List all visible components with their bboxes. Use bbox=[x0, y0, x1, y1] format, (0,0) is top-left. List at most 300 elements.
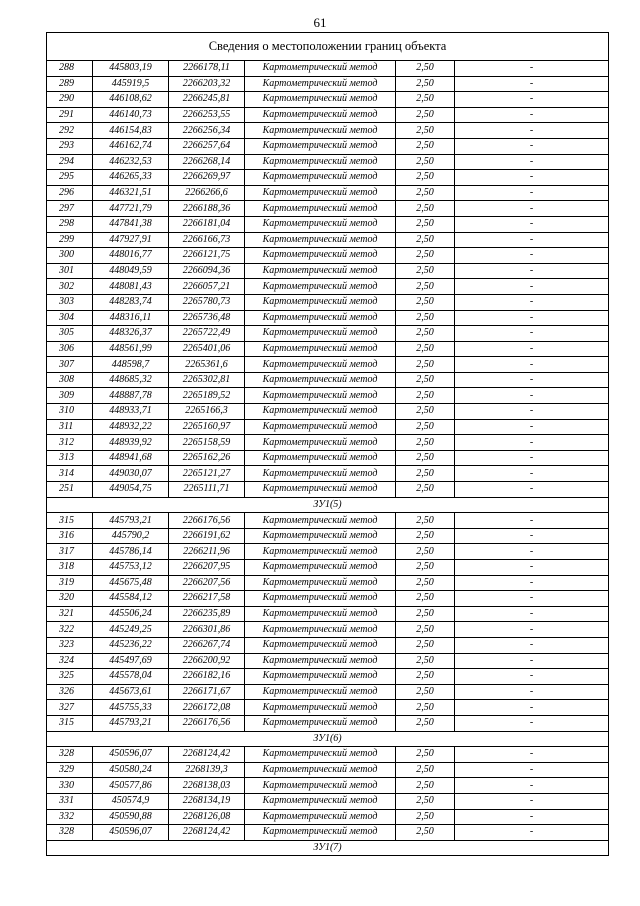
table-row bbox=[47, 294, 609, 310]
y-coordinate-cell: 2265166,3 bbox=[169, 404, 245, 420]
x-coordinate-cell: 445249,25 bbox=[93, 622, 169, 638]
method-cell: Картометрический метод bbox=[245, 185, 396, 201]
y-coordinate-cell: 2268126,08 bbox=[169, 809, 245, 825]
method-cell: Картометрический метод bbox=[245, 326, 396, 342]
description-cell: - bbox=[455, 482, 609, 498]
accuracy-cell: 2,50 bbox=[396, 466, 455, 482]
point-number-cell: 311 bbox=[47, 419, 93, 435]
x-coordinate-cell: 448685,32 bbox=[93, 372, 169, 388]
table-row bbox=[47, 279, 609, 295]
method-cell: Картометрический метод bbox=[245, 216, 396, 232]
accuracy-cell: 2,50 bbox=[396, 450, 455, 466]
method-cell: Картометрический метод bbox=[245, 263, 396, 279]
x-coordinate-cell: 446232,53 bbox=[93, 154, 169, 170]
point-number-cell: 297 bbox=[47, 201, 93, 217]
method-cell: Картометрический метод bbox=[245, 294, 396, 310]
method-cell: Картометрический метод bbox=[245, 248, 396, 264]
accuracy-cell: 2,50 bbox=[396, 123, 455, 139]
x-coordinate-cell: 447927,91 bbox=[93, 232, 169, 248]
accuracy-cell: 2,50 bbox=[396, 263, 455, 279]
description-cell: - bbox=[455, 123, 609, 139]
method-cell: Картометрический метод bbox=[245, 793, 396, 809]
point-number-cell: 289 bbox=[47, 76, 93, 92]
accuracy-cell: 2,50 bbox=[396, 669, 455, 685]
accuracy-cell: 2,50 bbox=[396, 138, 455, 154]
description-cell: - bbox=[455, 606, 609, 622]
table-row bbox=[47, 715, 609, 731]
description-cell: - bbox=[455, 809, 609, 825]
point-number-cell: 312 bbox=[47, 435, 93, 451]
x-coordinate-cell: 447721,79 bbox=[93, 201, 169, 217]
point-number-cell: 318 bbox=[47, 560, 93, 576]
x-coordinate-cell: 445584,12 bbox=[93, 591, 169, 607]
accuracy-cell: 2,50 bbox=[396, 76, 455, 92]
accuracy-cell: 2,50 bbox=[396, 700, 455, 716]
description-cell: - bbox=[455, 591, 609, 607]
point-number-cell: 293 bbox=[47, 138, 93, 154]
x-coordinate-cell: 446162,74 bbox=[93, 138, 169, 154]
method-cell: Картометрический метод bbox=[245, 154, 396, 170]
x-coordinate-cell: 450590,88 bbox=[93, 809, 169, 825]
method-cell: Картометрический метод bbox=[245, 435, 396, 451]
method-cell: Картометрический метод bbox=[245, 232, 396, 248]
x-coordinate-cell: 448081,43 bbox=[93, 279, 169, 295]
y-coordinate-cell: 2265189,52 bbox=[169, 388, 245, 404]
method-cell: Картометрический метод bbox=[245, 513, 396, 529]
description-cell: - bbox=[455, 357, 609, 373]
method-cell: Картометрический метод bbox=[245, 591, 396, 607]
description-cell: - bbox=[455, 92, 609, 108]
method-cell: Картометрический метод bbox=[245, 528, 396, 544]
description-cell: - bbox=[455, 575, 609, 591]
method-cell: Картометрический метод bbox=[245, 357, 396, 373]
accuracy-cell: 2,50 bbox=[396, 419, 455, 435]
y-coordinate-cell: 2266207,56 bbox=[169, 575, 245, 591]
y-coordinate-cell: 2266235,89 bbox=[169, 606, 245, 622]
accuracy-cell: 2,50 bbox=[396, 326, 455, 342]
x-coordinate-cell: 445578,04 bbox=[93, 669, 169, 685]
y-coordinate-cell: 2268139,3 bbox=[169, 762, 245, 778]
boundary-coordinates-table bbox=[46, 32, 609, 856]
description-cell: - bbox=[455, 248, 609, 264]
method-cell: Картометрический метод bbox=[245, 575, 396, 591]
description-cell: - bbox=[455, 637, 609, 653]
method-cell: Картометрический метод bbox=[245, 138, 396, 154]
accuracy-cell: 2,50 bbox=[396, 544, 455, 560]
description-cell: - bbox=[455, 76, 609, 92]
point-number-cell: 308 bbox=[47, 372, 93, 388]
y-coordinate-cell: 2266172,08 bbox=[169, 700, 245, 716]
accuracy-cell: 2,50 bbox=[396, 825, 455, 841]
description-cell: - bbox=[455, 279, 609, 295]
point-number-cell: 301 bbox=[47, 263, 93, 279]
y-coordinate-cell: 2265160,97 bbox=[169, 419, 245, 435]
accuracy-cell: 2,50 bbox=[396, 185, 455, 201]
x-coordinate-cell: 445673,61 bbox=[93, 684, 169, 700]
accuracy-cell: 2,50 bbox=[396, 61, 455, 77]
table-row bbox=[47, 762, 609, 778]
description-cell: - bbox=[455, 107, 609, 123]
description-cell: - bbox=[455, 466, 609, 482]
description-cell: - bbox=[455, 388, 609, 404]
x-coordinate-cell: 448049,59 bbox=[93, 263, 169, 279]
x-coordinate-cell: 445236,22 bbox=[93, 637, 169, 653]
point-number-cell: 321 bbox=[47, 606, 93, 622]
table-row bbox=[47, 419, 609, 435]
y-coordinate-cell: 2268138,03 bbox=[169, 778, 245, 794]
point-number-cell: 291 bbox=[47, 107, 93, 123]
method-cell: Картометрический метод bbox=[245, 92, 396, 108]
accuracy-cell: 2,50 bbox=[396, 528, 455, 544]
table-row bbox=[47, 450, 609, 466]
accuracy-cell: 2,50 bbox=[396, 154, 455, 170]
table-row bbox=[47, 61, 609, 77]
y-coordinate-cell: 2266253,55 bbox=[169, 107, 245, 123]
x-coordinate-cell: 450596,07 bbox=[93, 747, 169, 763]
y-coordinate-cell: 2266203,32 bbox=[169, 76, 245, 92]
y-coordinate-cell: 2266257,64 bbox=[169, 138, 245, 154]
section-header-row bbox=[47, 840, 609, 856]
point-number-cell: 326 bbox=[47, 684, 93, 700]
method-cell: Картометрический метод bbox=[245, 466, 396, 482]
accuracy-cell: 2,50 bbox=[396, 341, 455, 357]
method-cell: Картометрический метод bbox=[245, 341, 396, 357]
point-number-cell: 314 bbox=[47, 466, 93, 482]
table-row bbox=[47, 326, 609, 342]
point-number-cell: 309 bbox=[47, 388, 93, 404]
table-row bbox=[47, 684, 609, 700]
table-row bbox=[47, 778, 609, 794]
point-number-cell: 332 bbox=[47, 809, 93, 825]
table-row bbox=[47, 466, 609, 482]
y-coordinate-cell: 2266200,92 bbox=[169, 653, 245, 669]
point-number-cell: 295 bbox=[47, 170, 93, 186]
section-label: ЗУ1(7) bbox=[47, 840, 609, 856]
method-cell: Картометрический метод bbox=[245, 825, 396, 841]
table-row bbox=[47, 435, 609, 451]
x-coordinate-cell: 448932,22 bbox=[93, 419, 169, 435]
point-number-cell: 310 bbox=[47, 404, 93, 420]
x-coordinate-cell: 447841,38 bbox=[93, 216, 169, 232]
x-coordinate-cell: 450574,9 bbox=[93, 793, 169, 809]
description-cell: - bbox=[455, 372, 609, 388]
y-coordinate-cell: 2266188,36 bbox=[169, 201, 245, 217]
method-cell: Картометрический метод bbox=[245, 76, 396, 92]
accuracy-cell: 2,50 bbox=[396, 201, 455, 217]
accuracy-cell: 2,50 bbox=[396, 560, 455, 576]
x-coordinate-cell: 446265,33 bbox=[93, 170, 169, 186]
point-number-cell: 307 bbox=[47, 357, 93, 373]
y-coordinate-cell: 2266269,97 bbox=[169, 170, 245, 186]
table-row bbox=[47, 482, 609, 498]
x-coordinate-cell: 446108,62 bbox=[93, 92, 169, 108]
accuracy-cell: 2,50 bbox=[396, 388, 455, 404]
y-coordinate-cell: 2266057,21 bbox=[169, 279, 245, 295]
point-number-cell: 251 bbox=[47, 482, 93, 498]
x-coordinate-cell: 450577,86 bbox=[93, 778, 169, 794]
table-title: Сведения о местоположении границ объекта bbox=[47, 33, 609, 61]
description-cell: - bbox=[455, 684, 609, 700]
description-cell: - bbox=[455, 216, 609, 232]
y-coordinate-cell: 2266268,14 bbox=[169, 154, 245, 170]
table-row bbox=[47, 825, 609, 841]
accuracy-cell: 2,50 bbox=[396, 575, 455, 591]
description-cell: - bbox=[455, 762, 609, 778]
description-cell: - bbox=[455, 544, 609, 560]
method-cell: Картометрический метод bbox=[245, 123, 396, 139]
description-cell: - bbox=[455, 61, 609, 77]
table-row bbox=[47, 201, 609, 217]
accuracy-cell: 2,50 bbox=[396, 591, 455, 607]
x-coordinate-cell: 446321,51 bbox=[93, 185, 169, 201]
method-cell: Картометрический метод bbox=[245, 606, 396, 622]
y-coordinate-cell: 2266182,16 bbox=[169, 669, 245, 685]
accuracy-cell: 2,50 bbox=[396, 778, 455, 794]
x-coordinate-cell: 448598,7 bbox=[93, 357, 169, 373]
point-number-cell: 323 bbox=[47, 637, 93, 653]
y-coordinate-cell: 2266178,11 bbox=[169, 61, 245, 77]
method-cell: Картометрический метод bbox=[245, 279, 396, 295]
table-row bbox=[47, 560, 609, 576]
accuracy-cell: 2,50 bbox=[396, 107, 455, 123]
table-row bbox=[47, 388, 609, 404]
description-cell: - bbox=[455, 528, 609, 544]
x-coordinate-cell: 450596,07 bbox=[93, 825, 169, 841]
y-coordinate-cell: 2266176,56 bbox=[169, 513, 245, 529]
x-coordinate-cell: 448933,71 bbox=[93, 404, 169, 420]
description-cell: - bbox=[455, 185, 609, 201]
description-cell: - bbox=[455, 669, 609, 685]
x-coordinate-cell: 446154,83 bbox=[93, 123, 169, 139]
y-coordinate-cell: 2266166,73 bbox=[169, 232, 245, 248]
accuracy-cell: 2,50 bbox=[396, 637, 455, 653]
method-cell: Картометрический метод bbox=[245, 107, 396, 123]
x-coordinate-cell: 448016,77 bbox=[93, 248, 169, 264]
table-row bbox=[47, 653, 609, 669]
description-cell: - bbox=[455, 154, 609, 170]
point-number-cell: 331 bbox=[47, 793, 93, 809]
method-cell: Картометрический метод bbox=[245, 372, 396, 388]
method-cell: Картометрический метод bbox=[245, 388, 396, 404]
table-row bbox=[47, 404, 609, 420]
point-number-cell: 330 bbox=[47, 778, 93, 794]
description-cell: - bbox=[455, 310, 609, 326]
method-cell: Картометрический метод bbox=[245, 762, 396, 778]
x-coordinate-cell: 445497,69 bbox=[93, 653, 169, 669]
y-coordinate-cell: 2268134,19 bbox=[169, 793, 245, 809]
y-coordinate-cell: 2266176,56 bbox=[169, 715, 245, 731]
method-cell: Картометрический метод bbox=[245, 170, 396, 186]
x-coordinate-cell: 448326,37 bbox=[93, 326, 169, 342]
accuracy-cell: 2,50 bbox=[396, 762, 455, 778]
method-cell: Картометрический метод bbox=[245, 61, 396, 77]
description-cell: - bbox=[455, 825, 609, 841]
point-number-cell: 298 bbox=[47, 216, 93, 232]
point-number-cell: 313 bbox=[47, 450, 93, 466]
x-coordinate-cell: 445793,21 bbox=[93, 715, 169, 731]
table-row bbox=[47, 637, 609, 653]
y-coordinate-cell: 2266266,6 bbox=[169, 185, 245, 201]
x-coordinate-cell: 445675,48 bbox=[93, 575, 169, 591]
x-coordinate-cell: 446140,73 bbox=[93, 107, 169, 123]
point-number-cell: 299 bbox=[47, 232, 93, 248]
point-number-cell: 316 bbox=[47, 528, 93, 544]
table-row bbox=[47, 76, 609, 92]
method-cell: Картометрический метод bbox=[245, 809, 396, 825]
method-cell: Картометрический метод bbox=[245, 684, 396, 700]
description-cell: - bbox=[455, 232, 609, 248]
table-row bbox=[47, 92, 609, 108]
point-number-cell: 315 bbox=[47, 715, 93, 731]
accuracy-cell: 2,50 bbox=[396, 684, 455, 700]
description-cell: - bbox=[455, 747, 609, 763]
y-coordinate-cell: 2266171,67 bbox=[169, 684, 245, 700]
description-cell: - bbox=[455, 450, 609, 466]
accuracy-cell: 2,50 bbox=[396, 294, 455, 310]
point-number-cell: 328 bbox=[47, 825, 93, 841]
point-number-cell: 296 bbox=[47, 185, 93, 201]
description-cell: - bbox=[455, 560, 609, 576]
description-cell: - bbox=[455, 513, 609, 529]
table-row bbox=[47, 372, 609, 388]
y-coordinate-cell: 2266181,04 bbox=[169, 216, 245, 232]
x-coordinate-cell: 445803,19 bbox=[93, 61, 169, 77]
method-cell: Картометрический метод bbox=[245, 637, 396, 653]
accuracy-cell: 2,50 bbox=[396, 216, 455, 232]
accuracy-cell: 2,50 bbox=[396, 622, 455, 638]
accuracy-cell: 2,50 bbox=[396, 793, 455, 809]
description-cell: - bbox=[455, 263, 609, 279]
section-header-row bbox=[47, 731, 609, 747]
method-cell: Картометрический метод bbox=[245, 669, 396, 685]
point-number-cell: 322 bbox=[47, 622, 93, 638]
page-number: 61 bbox=[313, 15, 327, 30]
point-number-cell: 305 bbox=[47, 326, 93, 342]
description-cell: - bbox=[455, 138, 609, 154]
accuracy-cell: 2,50 bbox=[396, 747, 455, 763]
point-number-cell: 304 bbox=[47, 310, 93, 326]
table-row bbox=[47, 606, 609, 622]
accuracy-cell: 2,50 bbox=[396, 310, 455, 326]
table-row bbox=[47, 747, 609, 763]
y-coordinate-cell: 2265736,48 bbox=[169, 310, 245, 326]
table-title-row bbox=[47, 33, 609, 61]
point-number-cell: 327 bbox=[47, 700, 93, 716]
x-coordinate-cell: 445919,5 bbox=[93, 76, 169, 92]
x-coordinate-cell: 448887,78 bbox=[93, 388, 169, 404]
section-label: ЗУ1(6) bbox=[47, 731, 609, 747]
table-row bbox=[47, 107, 609, 123]
description-cell: - bbox=[455, 778, 609, 794]
x-coordinate-cell: 445506,24 bbox=[93, 606, 169, 622]
y-coordinate-cell: 2266094,36 bbox=[169, 263, 245, 279]
description-cell: - bbox=[455, 793, 609, 809]
table-row bbox=[47, 544, 609, 560]
accuracy-cell: 2,50 bbox=[396, 715, 455, 731]
x-coordinate-cell: 445790,2 bbox=[93, 528, 169, 544]
x-coordinate-cell: 448316,11 bbox=[93, 310, 169, 326]
y-coordinate-cell: 2266191,62 bbox=[169, 528, 245, 544]
y-coordinate-cell: 2266121,75 bbox=[169, 248, 245, 264]
point-number-cell: 303 bbox=[47, 294, 93, 310]
y-coordinate-cell: 2268124,42 bbox=[169, 747, 245, 763]
point-number-cell: 290 bbox=[47, 92, 93, 108]
accuracy-cell: 2,50 bbox=[396, 513, 455, 529]
y-coordinate-cell: 2265780,73 bbox=[169, 294, 245, 310]
table-row bbox=[47, 591, 609, 607]
x-coordinate-cell: 448283,74 bbox=[93, 294, 169, 310]
accuracy-cell: 2,50 bbox=[396, 809, 455, 825]
point-number-cell: 288 bbox=[47, 61, 93, 77]
table-row bbox=[47, 185, 609, 201]
method-cell: Картометрический метод bbox=[245, 404, 396, 420]
table-row bbox=[47, 622, 609, 638]
y-coordinate-cell: 2266245,81 bbox=[169, 92, 245, 108]
y-coordinate-cell: 2266207,95 bbox=[169, 560, 245, 576]
section-header-row bbox=[47, 497, 609, 513]
y-coordinate-cell: 2266211,96 bbox=[169, 544, 245, 560]
accuracy-cell: 2,50 bbox=[396, 92, 455, 108]
table-row bbox=[47, 310, 609, 326]
point-number-cell: 320 bbox=[47, 591, 93, 607]
table-row bbox=[47, 341, 609, 357]
method-cell: Картометрический метод bbox=[245, 653, 396, 669]
point-number-cell: 329 bbox=[47, 762, 93, 778]
y-coordinate-cell: 2266256,34 bbox=[169, 123, 245, 139]
point-number-cell: 325 bbox=[47, 669, 93, 685]
method-cell: Картометрический метод bbox=[245, 715, 396, 731]
accuracy-cell: 2,50 bbox=[396, 606, 455, 622]
point-number-cell: 302 bbox=[47, 279, 93, 295]
x-coordinate-cell: 449030,07 bbox=[93, 466, 169, 482]
y-coordinate-cell: 2266301,86 bbox=[169, 622, 245, 638]
table-row bbox=[47, 248, 609, 264]
table-row bbox=[47, 138, 609, 154]
y-coordinate-cell: 2266217,58 bbox=[169, 591, 245, 607]
point-number-cell: 300 bbox=[47, 248, 93, 264]
x-coordinate-cell: 448941,68 bbox=[93, 450, 169, 466]
description-cell: - bbox=[455, 419, 609, 435]
accuracy-cell: 2,50 bbox=[396, 279, 455, 295]
description-cell: - bbox=[455, 700, 609, 716]
y-coordinate-cell: 2265722,49 bbox=[169, 326, 245, 342]
x-coordinate-cell: 448561,99 bbox=[93, 341, 169, 357]
table-row bbox=[47, 263, 609, 279]
table-row bbox=[47, 575, 609, 591]
point-number-cell: 306 bbox=[47, 341, 93, 357]
y-coordinate-cell: 2268124,42 bbox=[169, 825, 245, 841]
method-cell: Картометрический метод bbox=[245, 201, 396, 217]
x-coordinate-cell: 445755,33 bbox=[93, 700, 169, 716]
accuracy-cell: 2,50 bbox=[396, 232, 455, 248]
section-label: ЗУ1(5) bbox=[47, 497, 609, 513]
description-cell: - bbox=[455, 294, 609, 310]
accuracy-cell: 2,50 bbox=[396, 435, 455, 451]
x-coordinate-cell: 448939,92 bbox=[93, 435, 169, 451]
point-number-cell: 317 bbox=[47, 544, 93, 560]
description-cell: - bbox=[455, 404, 609, 420]
table-row bbox=[47, 216, 609, 232]
method-cell: Картометрический метод bbox=[245, 560, 396, 576]
table-row bbox=[47, 793, 609, 809]
y-coordinate-cell: 2265162,26 bbox=[169, 450, 245, 466]
y-coordinate-cell: 2265361,6 bbox=[169, 357, 245, 373]
x-coordinate-cell: 445753,12 bbox=[93, 560, 169, 576]
y-coordinate-cell: 2265302,81 bbox=[169, 372, 245, 388]
table-row bbox=[47, 669, 609, 685]
description-cell: - bbox=[455, 435, 609, 451]
table-row bbox=[47, 700, 609, 716]
